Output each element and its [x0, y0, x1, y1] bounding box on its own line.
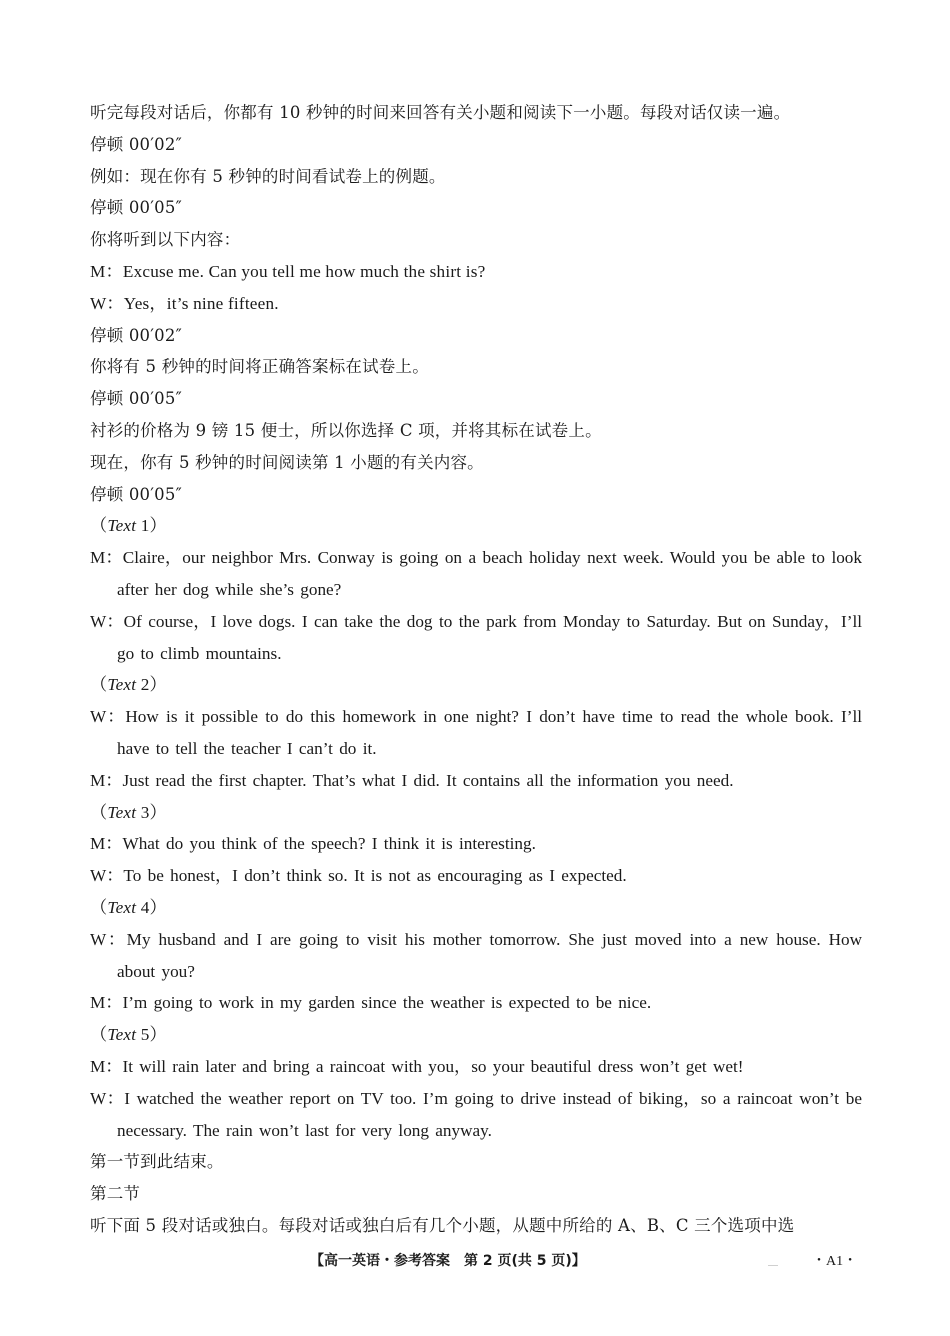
dialogue-line: W：My husband and I are going to visit his mother tomorrow. She just moved into a new house. How about you?	[90, 929, 862, 981]
dialogue-line: W：Yes，it’s nine fifteen.	[90, 293, 279, 313]
dialogue-line: M：Just read the first chapter. That’s what I did. It contains all the information you need.	[90, 770, 734, 790]
pause-marker: 停顿 00′02″	[90, 134, 182, 154]
text-2-label: （Text 2）	[90, 675, 167, 695]
example-explanation: 衬衫的价格为 9 镑 15 便士，所以你选择 C 项，并将其标在试卷上。	[90, 420, 602, 440]
answer-instruction: 你将有 5 秒钟的时间将正确答案标在试卷上。	[90, 357, 429, 377]
section-heading: 第二节	[90, 1184, 141, 1204]
read-question-instruction: 现在，你有 5 秒钟的时间阅读第 1 小题的有关内容。	[90, 452, 484, 472]
text-4-label: （Text 4）	[90, 897, 167, 917]
dialogue-line: W：How is it possible to do this homework in one night? I don’t have time to read the whole book. I’ll have to tell the teacher I can’t do it.	[90, 707, 862, 758]
dialogue-line: M：What do you think of the speech? I think it is interesting.	[90, 834, 536, 854]
text-3-label: （Text 3）	[90, 802, 167, 822]
dialogue-line: M：Claire，our neighbor Mrs. Conway is going on a beach holiday next week. Would you be able to look after her dog while she’s gone?	[90, 548, 862, 599]
pause-marker: 停顿 00′05″	[90, 389, 182, 409]
pause-marker: 停顿 00′05″	[90, 484, 182, 504]
section-end: 第一节到此结束。	[90, 1152, 224, 1172]
footer-title: 【高一英语・参考答案 第 2 页(共 5 页)】	[310, 1253, 586, 1269]
dialogue-line: W：To be honest，I don’t think so. It is not as encouraging as I expected.	[90, 866, 627, 886]
text-5-label: （Text 5）	[90, 1025, 167, 1045]
section-instruction: 听下面 5 段对话或独白。每段对话或独白后有几个小题，从题中所给的 A、B、C 三个选项中选	[90, 1215, 795, 1235]
pause-marker: 停顿 00′05″	[90, 198, 182, 218]
page-content	[90, 97, 862, 1242]
instruction-line: 听完每段对话后，你都有 10 秒钟的时间来回答有关小题和阅读下一小题。每段对话仅读一遍。	[90, 103, 791, 122]
scan-artifact	[768, 1265, 778, 1266]
dialogue-line: M：I’m going to work in my garden since the weather is expected to be nice.	[90, 993, 652, 1013]
dialogue-line: M：It will rain later and bring a raincoat with you，so your beautiful dress won’t get wet!	[90, 1056, 744, 1076]
listen-prompt: 你将听到以下内容：	[90, 230, 241, 250]
example-instruction: 例如：现在你有 5 秒钟的时间看试卷上的例题。	[90, 166, 446, 186]
pause-marker: 停顿 00′02″	[90, 325, 182, 345]
text-1-label: （Text 1）	[90, 516, 167, 536]
dialogue-line: M：Excuse me. Can you tell me how much the shirt is?	[90, 261, 486, 281]
dialogue-line: W：Of course，I love dogs. I can take the dog to the park from Monday to Saturday. But on Sunday，I’ll go to climb mountains.	[90, 611, 862, 663]
dialogue-line: W：I watched the weather report on TV too. I’m going to drive instead of biking，so a raincoat won’t be necessary. The rain won’t last for very long anyway.	[90, 1088, 862, 1140]
footer-code: ・A1・	[812, 1254, 858, 1269]
page-footer	[0, 1250, 950, 1274]
